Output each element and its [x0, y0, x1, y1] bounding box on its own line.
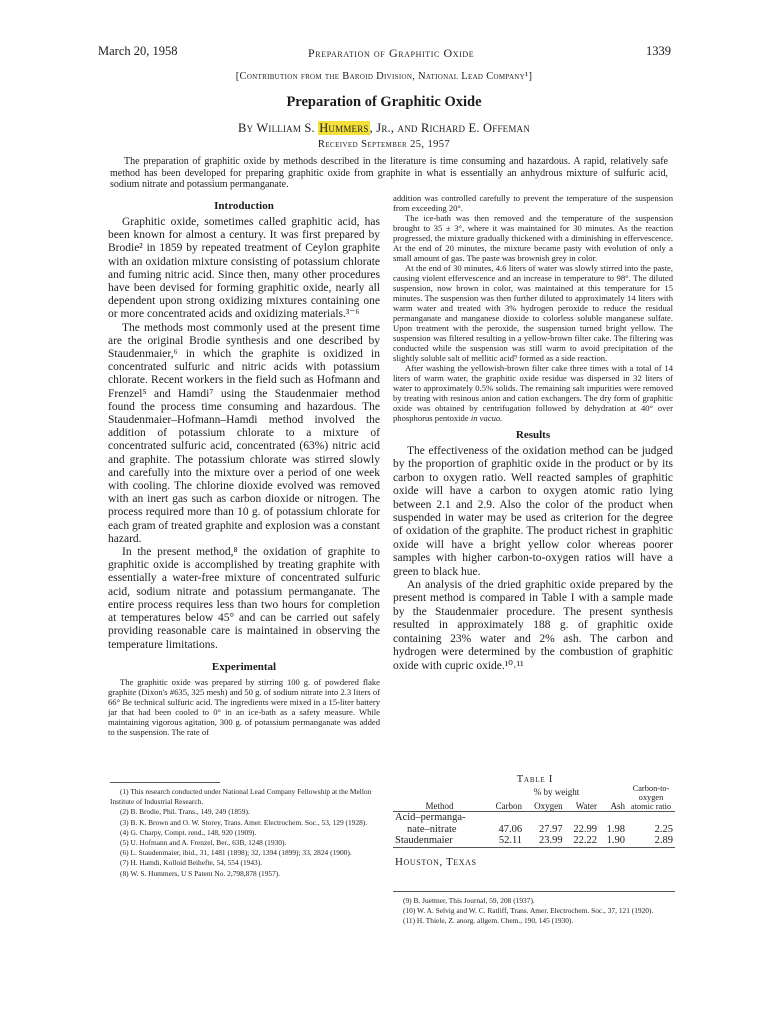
table-cell: 22.99 — [573, 823, 598, 835]
byline-suffix: , Jr., and Richard E. Offeman — [369, 121, 530, 135]
footnote: (7) H. Hamdi, Kolloid Beihefte, 54, 554 (1943). — [120, 858, 263, 868]
results-paragraph: The effectiveness of the oxidation method can be judged by the proportion of graphitic oxide in the product or by its carbon to oxygen ratio. Well reacted samples of graphitic oxide will have a carbon to oxygen atomic ratio lying between 2.1 and 2.9. Also the color of the product when suspended in water may be used as criterion for the degree of oxidation of the graphite. The product richest in graphitic oxide will have a bright yellow color whereas poorer samples with higher carbon-to-oxygen ratios will have a green to black hue. — [393, 445, 673, 578]
in-vacuo-text: in vacuo. — [470, 413, 503, 423]
footnotes-left — [110, 787, 382, 879]
footnote: (11) H. Thiele, Z. anorg. allgem. Chem., 190, 145 (1930). — [403, 916, 574, 926]
footnote: (3) B. K. Brown and O. W. Storey, Trans. Amer. Electrochem. Soc., 53, 129 (1928). — [120, 817, 368, 827]
experimental-paragraph: addition was controlled carefully to prevent the temperature of the suspension from exceeding 20°. — [393, 193, 673, 213]
table-cell: 1.90 — [606, 835, 625, 846]
intro-paragraph: Graphitic oxide, sometimes called graphitic acid, has been known for almost a century. It was first prepared by Brodie² in 1859 by repeated treatment of Ceylon graphite with an oxidation mixture consisting of potassium chlorate and fuming nitric acid. Since then, many other procedures have been devised for forming graphitic oxide, nearly all dependent upon strong oxidizing mixtures containing one or more concentrated acids and oxidizing materials.³⁻⁶ — [108, 216, 380, 321]
abstract: The preparation of graphitic oxide by methods described in the literature is time consuming and hazardous. A rapid, relatively safe method has been developed for preparing graphitic oxide from graphite in what is essentially an anhydrous mixture of sulfuric acid, sodium nitrate and potassium permanganate. — [110, 156, 668, 190]
table-cell: 2.25 — [654, 823, 673, 835]
byline-prefix: By William S. — [238, 121, 315, 135]
results-heading: Results — [515, 429, 551, 441]
table-column-header: Carbon — [495, 801, 523, 811]
table-cell: 52.11 — [498, 835, 523, 846]
table-ratio-header: Carbon-to-oxygen atomic ratio — [630, 784, 672, 811]
footnote: (8) W. S. Hummers, U S Patent No. 2,798,878 (1957). — [120, 868, 281, 878]
contribution-note: [Contribution from the Baroid Division, National Lead Company¹] — [235, 71, 533, 82]
experimental-paragraph-text: After washing the yellowish-brown filter cake three times with a total of 14 liters of warm water, the graphitic oxide residue was dispersed in 32 liters of water to approximately 0.5% solids. The remaining salt impurities were removed by treating with resinous anion and cation exchangers. The dry form of graphitic oxide was obtained by centrifugation followed by dehydration at 40° over phosphorus pentoxide — [393, 363, 673, 423]
results-paragraph: An analysis of the dried graphitic oxide prepared by the present method is compared in Table I with a sample made by the Staudenmaier procedure. The present synthesis resulted in approximately 188 g. of graphitic oxide containing 23% water and 2% ash. The carbon and hydrogen were determined by the combustion of graphitic oxide with cupric oxide.¹⁰˒¹¹ — [393, 579, 673, 672]
table-cell: 23.99 — [538, 835, 563, 846]
table-cell: 47.06 — [498, 823, 523, 835]
table-column-header: Water — [575, 801, 598, 811]
table-cell: 2.89 — [654, 835, 673, 846]
table-header-row — [393, 784, 675, 797]
byline — [0, 121, 768, 136]
table-column-header: Ash — [610, 801, 625, 811]
experimental-heading: Experimental — [211, 660, 277, 673]
footnote-rule-left — [110, 782, 220, 783]
page-number: 1339 — [646, 44, 671, 58]
table-row — [393, 812, 675, 836]
table-cell: 22.22 — [573, 835, 598, 846]
introduction-heading: Introduction — [214, 200, 274, 212]
method-line: Acid–permanga- — [395, 812, 466, 823]
footnote: (2) B. Brodie, Phil. Trans., 149, 249 (1859). — [120, 807, 250, 817]
table-column-header: Method — [425, 801, 454, 811]
experimental-paragraph — [393, 363, 673, 423]
footnote: (5) U. Hofmann and A. Frenzel, Ber., 63B, 1248 (1930). — [120, 838, 287, 848]
place-line: Houston, Texas — [395, 856, 477, 868]
table-header-cell — [393, 784, 486, 797]
intro-paragraph: In the present method,⁸ the oxidation of graphite to graphitic oxide is accomplished by treating graphite with essentially a water-free mixture of concentrated sulfuric acid, sodium nitrate and potassium permanganate. The entire process requires less than two hours for completion at temperatures below 45° and can be carried out safely providing reasonable care is maintained in observing the temperature limitations. — [108, 546, 380, 651]
highlighted-author-name: Hummers — [319, 121, 369, 135]
footnote: (9) B. Juettner, This Journal, 59, 208 (1937). — [403, 896, 535, 905]
table-cell: 27.97 — [538, 823, 563, 835]
intro-paragraph: The methods most commonly used at the present time are the original Brodie synthesis and one described by Staudenmaier,⁶ in which the graphite is oxidized in concentrated sulfuric and nitric acids with potassium chlorate. Recent workers in the field such as Hofmann and Frenzel⁵ and Hamdi⁷ using the Staudenmaier method found the process time consuming and hazardous. The Staudenmaier–Hofmann–Hamdi method involved the addition of potassium chlorate to a mixture of concentrated sulfuric acid, concentrated (63%) nitric acid and graphite. The potassium chlorate was stirred slowly and carefully into the mixture over a period of one week with cooling. The chlorine dioxide evolved was removed with an inert gas such as carbon dioxide or nitrogen. The process required more than 10 g. of potassium chlorate for each gram of treated graphite and explosion was a constant hazard. — [108, 321, 380, 545]
footnote: (1) This research conducted under National Lead Company Fellowship at the Mellon Institute of Industrial Research. — [110, 787, 372, 807]
experimental-paragraph: The graphitic oxide was prepared by stirring 100 g. of powdered flake graphite (Dixon's #635, 325 mesh) and 50 g. of sodium nitrate into 2.3 liters of 66° Be technical sulfuric acid. The ingredients were mixed in a 15-liter battery jar that had been cooled to 0° in an ice-bath as a safety measure. While maintaining vigorous agitation, 300 g. of potassium permanganate was added to the suspension. The rate of — [108, 676, 380, 737]
table-column-header: Oxygen — [534, 801, 563, 811]
running-title: Preparation of Graphitic Oxide — [308, 46, 475, 60]
table-cell-method: Staudenmaier — [395, 835, 453, 846]
footnote: (6) L. Staudenmaier, ibid., 31, 1481 (1898); 32, 1394 (1899); 33, 2824 (1900). — [120, 848, 352, 858]
header-date: March 20, 1958 — [98, 44, 178, 58]
experimental-paragraph: The ice-bath was then removed and the temperature of the suspension brought to 35 ± 3°, where it was maintained for 30 minutes. As the reaction progressed, the mixture gradually thickened with a diminishing in effervescence. At the end of 20 minutes, the mixture became pasty with evolution of only a small amount of gas. The paste was brownish grey in color. — [393, 213, 673, 263]
left-column — [108, 200, 380, 737]
table-1 — [393, 784, 675, 848]
article-title: Preparation of Graphitic Oxide — [286, 94, 482, 110]
footnotes-right — [393, 896, 675, 927]
footnote: (4) G. Charpy, Compt. rend., 148, 920 (1909). — [120, 827, 257, 837]
right-column — [393, 193, 673, 673]
table-group-header: % by weight — [533, 787, 580, 798]
table-row — [393, 835, 675, 847]
footnote: (10) W. A. Selvig and W. C. Ratliff, Trans. Amer. Electrochem. Soc., 37, 121 (1920). — [403, 906, 654, 916]
table-caption: Table I — [516, 774, 554, 785]
method-line: nate–nitrate — [407, 823, 457, 835]
received-date: Received September 25, 1957 — [317, 139, 451, 150]
experimental-paragraph: At the end of 30 minutes, 4.6 liters of water was slowly stirred into the paste, causing violent effervescence and an increase in temperature to 98°. The diluted suspension, now brown in color, was maintained at this temperature for 15 minutes. The suspension was then further diluted to approximately 14 liters with warm water and treated with 3% hydrogen peroxide to reduce the residual permanganate and manganese dioxide to colorless soluble manganese sulfate. Upon treatment with the peroxide, the suspension turned bright yellow. The suspension was filtered resulting in a yellow-brown filter cake. The filtering was conducted while the suspension was still warm to avoid precipitation of the slightly soluble salt of mellitic acid⁹ formed as a side reaction. — [393, 263, 673, 363]
table-cell-method — [393, 812, 486, 836]
table-cell: 1.98 — [606, 823, 625, 835]
footnote-rule-right — [393, 891, 675, 892]
